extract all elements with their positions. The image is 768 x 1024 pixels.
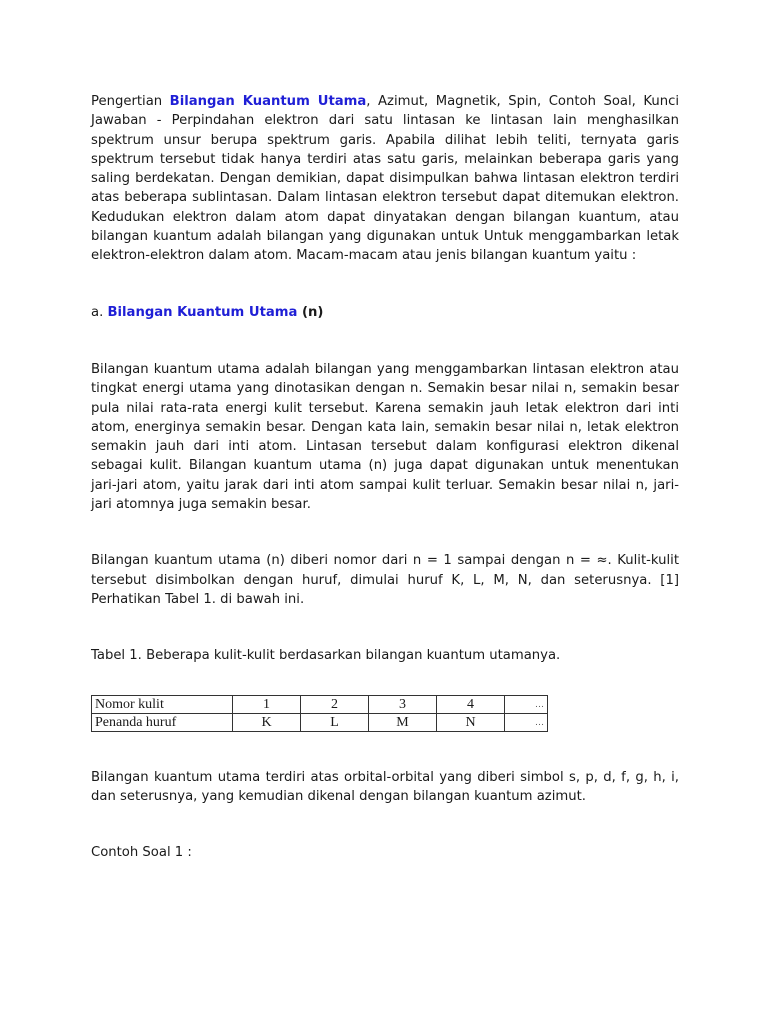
table-row-label: Penanda huruf xyxy=(92,713,233,731)
table-cell: 4 xyxy=(437,695,505,713)
section-a-suffix: (n) xyxy=(297,304,324,320)
section-a-keyword-link[interactable]: Bilangan Kuantum Utama xyxy=(107,304,298,320)
table-cell: 2 xyxy=(301,695,369,713)
example-heading: Contoh Soal 1 : xyxy=(91,845,192,861)
table-cell: N xyxy=(437,713,505,731)
keyword-link-bilangan-kuantum-utama[interactable]: Bilangan Kuantum Utama xyxy=(169,94,367,109)
table-cell: 1 xyxy=(233,695,301,713)
table-caption: Tabel 1. Beberapa kulit-kulit berdasarkan bilangan kuantum utamanya. xyxy=(91,648,561,664)
table-cell: K xyxy=(233,713,301,731)
table-cell: 3 xyxy=(369,695,437,713)
intro-text: , Azimut, Magnetik, Spin, Contoh Soal, Kunci Jawaban - Perpindahan elektron dari satu lintasan ke lintasan lain menghasilkan spektrum unsur berupa spektrum garis. Apabila dilihat lebih teliti, ternyata garis spektrum tersebut tidak hanya terdiri atas satu garis, melainkan beberapa garis yang saling berdekatan. Dengan demikian, dapat disimpulkan bahwa lintasan elektron terdiri atas beberapa sublintasan. Dalam lintasan elektron tersebut dapat ditemukan elektron. Kedudukan elektron dalam atom dapat dinyatakan dengan bilangan kuantum, atau bilangan kuantum adalah bilangan yang digunakan untuk Untuk menggambarkan letak elektron-elektron dalam atom. Macam-macam atau jenis bilangan kuantum yaitu : xyxy=(91,94,680,264)
paragraph-numbering: Bilangan kuantum utama (n) diberi nomor dari n = 1 sampai dengan n = ≈. Kulit-kulit tersebut disimbolkan dengan huruf, dimulai huruf K, L, M, N, dan seterusnya. [1] Perhatikan Tabel 1. di bawah ini. xyxy=(91,553,679,607)
table-row xyxy=(92,713,548,731)
table-cell: M xyxy=(369,713,437,731)
table-row-label: Nomor kulit xyxy=(92,695,233,713)
paragraph-orbitals: Bilangan kuantum utama terdiri atas orbital-orbital yang diberi simbol s, p, d, f, g, h, i, dan seterusnya, yang kemudian dikenal dengan bilangan kuantum azimut. xyxy=(91,769,679,804)
section-a-heading xyxy=(91,303,679,322)
shell-table xyxy=(91,695,548,732)
document-page xyxy=(91,92,679,862)
intro-paragraph xyxy=(91,92,679,266)
table-cell-ellipsis: … xyxy=(505,713,548,731)
section-a-prefix: a. xyxy=(91,304,108,320)
table-cell: L xyxy=(301,713,369,731)
paragraph-principal-quantum-number: Bilangan kuantum utama adalah bilangan yang menggambarkan lintasan elektron atau tingkat energi utama yang dinotasikan dengan n. Semakin besar nilai n, semakin besar pula nilai rata-rata energi kulit tersebut. Karena semakin jauh letak elektron dari inti atom, energinya semakin besar. Dengan kata lain, semakin besar nilai n, letak elektron semakin jauh dari inti atom. Lintasan tersebut dalam konfigurasi elektron dikenal sebagai kulit. Bilangan kuantum utama (n) juga dapat digunakan untuk menentukan jari-jari atom, yaitu jarak dari inti atom sampai kulit terluar. Semakin besar nilai n, jari-jari atomnya juga semakin besar. xyxy=(91,361,679,513)
intro-lead: Pengertian xyxy=(91,94,170,109)
table-row xyxy=(92,695,548,713)
table-cell-ellipsis: … xyxy=(505,695,548,713)
